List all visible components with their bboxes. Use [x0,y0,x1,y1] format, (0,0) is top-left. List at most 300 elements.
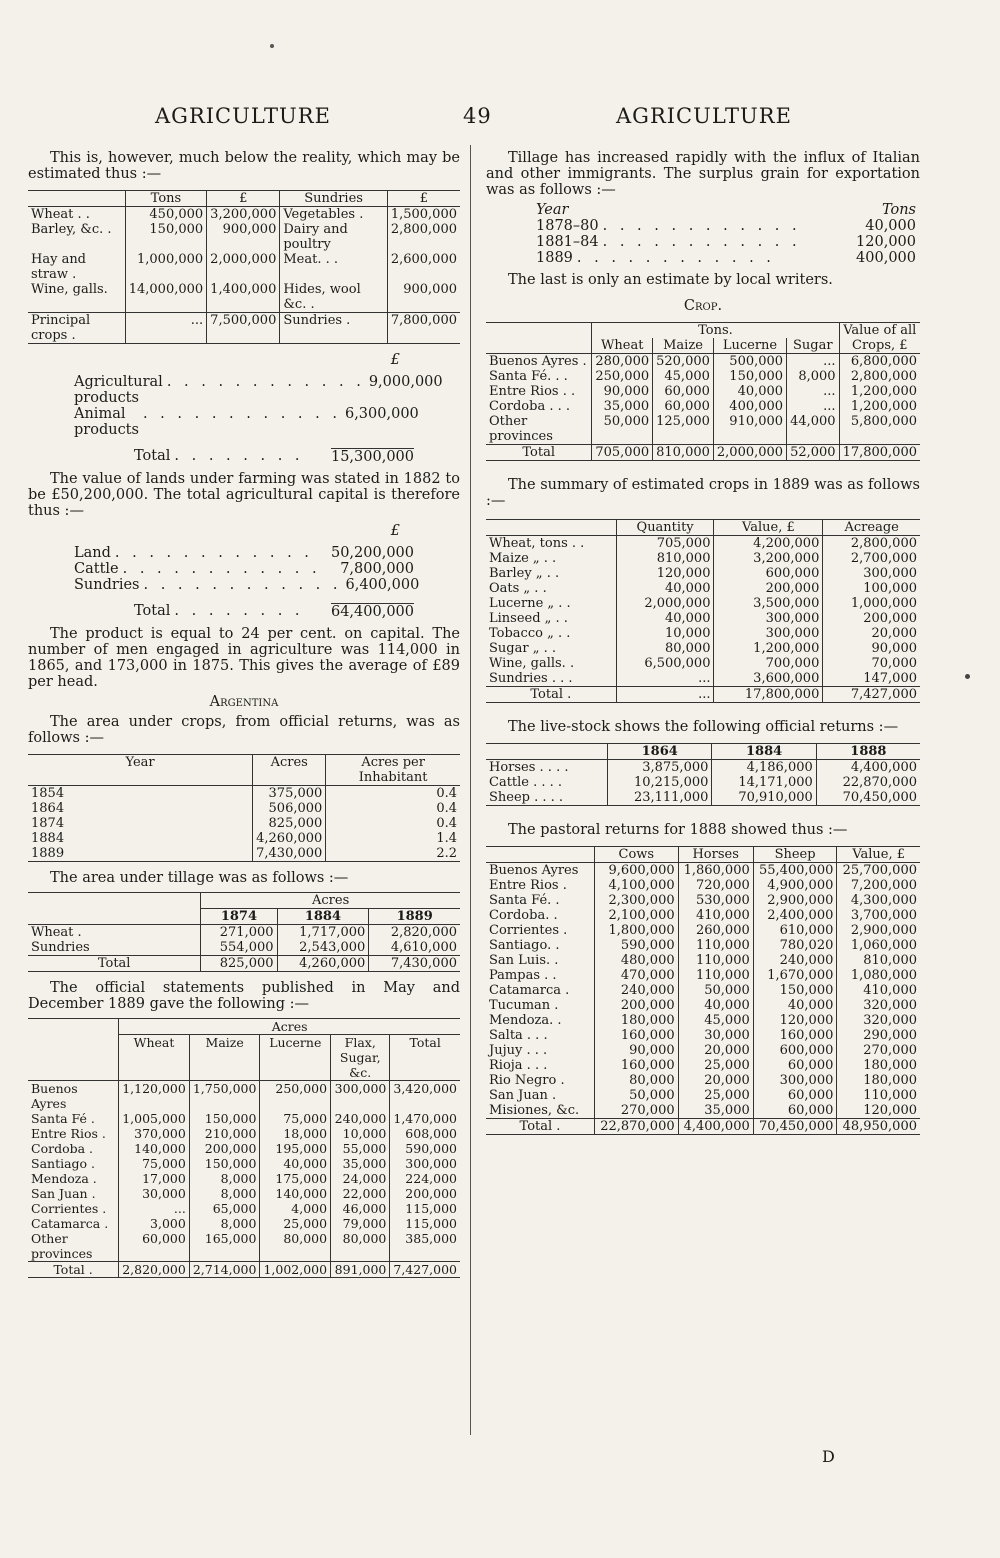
list-value: 50,200,000 [330,545,414,561]
row-label: Barley „ . . [489,566,560,581]
list-value: 9,000,000 [368,374,443,390]
row-label: Cordoba. . [489,908,558,923]
value-cell: ... [787,354,840,370]
row-label: Mendoza . [31,1171,97,1186]
total-label: Total . [519,1119,561,1134]
value-cell: 2,800,000 [387,222,460,252]
list-row [74,577,420,593]
row-label: Wheat, tons . . [489,536,585,551]
value-cell: 250,000 [260,1081,331,1112]
table-row [28,1231,460,1262]
table-row [28,252,460,282]
value-cell: 23,111,000 [608,790,712,806]
table-row [486,908,920,923]
row-label: Buenos Ayres [31,1081,78,1111]
table-row [486,536,920,552]
row-label: 1854 [31,786,65,801]
value-cell: 480,000 [595,953,679,968]
value-cell: 6,800,000 [839,354,920,370]
row-label: Buenos Ayres . [489,354,587,369]
value-cell: 125,000 [653,414,714,445]
row-label: Other provinces [489,414,553,444]
crops-summary-table [486,519,920,703]
total-row [486,445,920,461]
table-row [486,641,920,656]
right-column [486,150,920,1135]
value-cell: 140,000 [260,1186,331,1201]
row-label: Salta . . . [489,1028,548,1043]
col-header: Maize [653,338,714,354]
table-row [486,790,920,806]
table-row [486,551,920,566]
value-cell: 35,000 [331,1156,390,1171]
leader-dots: . . . . . . . . . . . . [143,577,342,593]
value-cell: 3,500,000 [714,596,823,611]
row-label: Tucuman . [489,998,559,1013]
value-cell: 3,600,000 [714,671,823,687]
value-cell: 240,000 [595,983,679,998]
value-cell: 530,000 [678,893,753,908]
row-label: Jujuy . . . [489,1043,548,1058]
value-cell: 10,000 [331,1126,390,1141]
value-cell: 2,900,000 [837,923,920,938]
col-header: Wheat [592,338,653,354]
value-cell: 590,000 [390,1141,460,1156]
value-cell: 60,000 [119,1231,190,1262]
total-row [486,1119,920,1135]
list-label: 1889 [536,250,573,266]
value-cell: 50,000 [595,1088,679,1103]
value-cell: 2,543,000 [277,940,369,956]
table-row [486,893,920,908]
value-cell: 3,000 [119,1216,190,1231]
col-header: 1874 [201,909,277,925]
value-cell: 3,200,000 [714,551,823,566]
col-header: Tons [881,202,916,218]
value-cell: 1,470,000 [390,1111,460,1126]
row-label: 1884 [31,831,65,846]
table-row [28,222,460,252]
value-cell: 40,000 [678,998,753,1013]
value-cell: 165,000 [189,1231,260,1262]
row-label: Buenos Ayres [489,863,579,878]
value-cell: 610,000 [753,923,837,938]
value-cell: 60,000 [753,1058,837,1073]
value-cell: 110,000 [678,938,753,953]
value-cell: 2,400,000 [753,908,837,923]
signature-mark: D [822,1447,835,1466]
value-cell: 810,000 [616,551,714,566]
table-row [486,1013,920,1028]
row-label: Santiago. . [489,938,560,953]
total-row [28,1262,460,1278]
col-header: 1884 [712,744,816,760]
table-row [28,846,460,862]
row-label: Cordoba . . . [489,399,571,414]
paragraph: The official statements published in May and December 1889 gave the following :— [28,980,460,1012]
list-row [536,218,916,234]
table-row [486,1043,920,1058]
value-cell: 2,100,000 [595,908,679,923]
list-row [74,374,443,406]
row-label: Santa Fé. . [489,893,560,908]
value-cell: 90,000 [592,384,653,399]
value-cell: 2,800,000 [839,369,920,384]
total-label: Total [522,445,555,460]
value-cell: 200,000 [823,611,920,626]
value-cell: 120,000 [753,1013,837,1028]
total-value: 52,000 [787,445,840,461]
list-row [74,561,414,577]
value-cell: 20,000 [678,1043,753,1058]
paragraph: The value of lands under farming was stated in 1882 to be £50,200,000. The total agricultural capital is therefore thus :— [28,471,460,519]
total-label: Total [97,956,131,971]
list-label: Cattle [74,561,119,577]
table-row [28,1126,460,1141]
list-row [74,545,414,561]
list-label: Land [74,545,111,561]
value-cell: 0.4 [326,786,460,802]
page-speck [270,44,274,48]
value-cell: 200,000 [189,1141,260,1156]
value-cell: 1,200,000 [839,384,920,399]
table-row [486,414,920,445]
value-cell: 147,000 [823,671,920,687]
col-header: Lucerne [260,1035,331,1081]
table-row [28,1216,460,1231]
value-cell: 224,000 [390,1171,460,1186]
value-cell: 80,000 [331,1231,390,1262]
table-row [486,878,920,893]
value-cell: 1,000,000 [823,596,920,611]
value-cell: 300,000 [390,1156,460,1171]
col-header: 1884 [277,909,369,925]
value-cell: 520,000 [653,354,714,370]
value-cell: 290,000 [837,1028,920,1043]
value-cell: 180,000 [595,1013,679,1028]
value-cell: 75,000 [119,1156,190,1171]
table-row [486,953,920,968]
leader-dots: . . . . . . . . [174,603,304,619]
value-cell: 705,000 [616,536,714,552]
value-cell: 40,000 [753,998,837,1013]
row-label: Entre Rios . . [489,384,576,399]
pound-symbol: £ [390,523,400,539]
value-cell: 554,000 [201,940,277,956]
col-header: Acres [201,893,460,909]
value-cell: 900,000 [207,222,280,252]
value-cell: 150,000 [713,369,786,384]
value-cell: 100,000 [823,581,920,596]
row-label: 1874 [31,816,65,831]
value-cell: 1,080,000 [837,968,920,983]
value-cell: 1,717,000 [277,925,369,941]
total-value: 2,714,000 [189,1262,260,1278]
table-row [486,968,920,983]
value-cell: ... [787,399,840,414]
total-value: 810,000 [653,445,714,461]
value-cell: 195,000 [260,1141,331,1156]
table-row [486,1103,920,1119]
page-number: 49 [463,104,492,128]
value-cell: 40,000 [616,581,714,596]
total-value: 4,260,000 [277,956,369,972]
value-cell: 2.2 [326,846,460,862]
table-row [28,1186,460,1201]
value-cell: 2,600,000 [387,252,460,282]
row-label: Oats „ . . [489,581,547,596]
value-cell: 75,000 [260,1111,331,1126]
col-header: Year [125,755,155,770]
value-cell: 22,870,000 [816,775,920,790]
value-cell: 4,000 [260,1201,331,1216]
running-head-right: AGRICULTURE [616,104,792,128]
col-header: Lucerne [713,338,786,354]
list-row [536,250,916,266]
value-cell: 55,400,000 [753,863,837,879]
value-cell: 90,000 [823,641,920,656]
col-header: 1864 [608,744,712,760]
value-cell: 1,060,000 [837,938,920,953]
value-cell: 2,000,000 [207,252,280,282]
total-value: 2,000,000 [713,445,786,461]
value-cell: 2,820,000 [369,925,460,941]
value-cell: 2,000,000 [616,596,714,611]
table-row [28,282,460,313]
table-row [486,384,920,399]
value-cell: 50,000 [678,983,753,998]
value-cell: 4,186,000 [712,760,816,776]
section-heading: Argentina [209,694,279,710]
value-cell: 120,000 [616,566,714,581]
total-value: 64,400,000 [330,604,414,620]
row-label: San Juan . [31,1186,96,1201]
value-cell: 150,000 [125,222,206,252]
value-cell: 120,000 [837,1103,920,1119]
table-row [486,369,920,384]
value-cell: 1,005,000 [119,1111,190,1126]
row-label: Other provinces [31,1231,93,1261]
list-row [536,234,916,250]
total-value: 705,000 [592,445,653,461]
value-cell: 4,610,000 [369,940,460,956]
value-cell: 271,000 [201,925,277,941]
value-cell: 90,000 [595,1043,679,1058]
table-row [486,863,920,879]
value-cell: 115,000 [390,1216,460,1231]
value-cell: 160,000 [595,1058,679,1073]
value-cell: 810,000 [837,953,920,968]
table-row [486,983,920,998]
table-row [486,656,920,671]
row-label: Linseed „ . . [489,611,568,626]
value-cell: 200,000 [390,1186,460,1201]
value-cell: 70,910,000 [712,790,816,806]
value-cell: 7,430,000 [253,846,326,862]
row-label: Maize „ . . [489,551,557,566]
row-label: Mendoza. . [489,1013,562,1028]
list-value: 6,300,000 [344,406,419,422]
pastoral-table [486,846,920,1135]
value-cell: 2,800,000 [823,536,920,552]
col-header: Quantity [616,520,714,536]
col-header: 1888 [816,744,920,760]
leader-dots: . . . . . . . . . . . . [114,545,313,561]
value-cell: 25,000 [678,1088,753,1103]
row-label: Corrientes . [31,1201,107,1216]
value-cell: 1.4 [326,831,460,846]
table-row [486,1088,920,1103]
list-label: Agricultural products [74,374,163,406]
value-cell: 9,600,000 [595,863,679,879]
value-cell: 4,900,000 [753,878,837,893]
value-cell: ... [125,313,206,344]
total-value: 7,427,000 [823,687,920,703]
table-row [486,775,920,790]
value-cell: 44,000 [787,414,840,445]
paragraph: The pastoral returns for 1888 showed thus :— [508,822,848,838]
table-row [486,923,920,938]
column-divider [470,145,471,1435]
row-label: Wheat . . [31,207,90,222]
value-cell: 1,860,000 [678,863,753,879]
table-row [28,1081,460,1112]
value-cell: 200,000 [595,998,679,1013]
table-row [28,801,460,816]
value-cell: 140,000 [119,1141,190,1156]
row-label: Entre Rios . [489,878,567,893]
value-cell: 60,000 [653,399,714,414]
table-row [486,1028,920,1043]
row-label: 1889 [31,846,65,861]
row-label: Corrientes . [489,923,568,938]
total-value: 1,002,000 [260,1262,331,1278]
total-label: Total [134,603,171,619]
list-value: 7,800,000 [340,561,414,577]
table-row [486,760,920,776]
value-cell: 825,000 [253,816,326,831]
value-cell: 4,200,000 [714,536,823,552]
col-header: £ [387,191,460,207]
value-cell: Dairy and poultry [280,222,387,252]
value-cell: 300,000 [714,626,823,641]
leader-dots: . . . . . . . . . . . . [602,218,801,234]
row-label: San Juan . [489,1088,557,1103]
table-row [486,596,920,611]
list-label: Animal products [74,406,139,438]
row-label: Horses . . . . [489,760,569,775]
summary-list [74,374,443,465]
value-cell: 8,000 [189,1186,260,1201]
row-label: San Luis. . [489,953,559,968]
table-row [486,938,920,953]
total-row [486,687,920,703]
value-cell: 7,800,000 [387,313,460,344]
value-cell: 1,120,000 [119,1081,190,1112]
value-cell: 1,670,000 [753,968,837,983]
value-cell: 7,200,000 [837,878,920,893]
total-value: 15,300,000 [330,449,414,465]
value-cell: 10,215,000 [608,775,712,790]
row-label: Sundries [31,940,90,955]
value-cell: Sundries . [280,313,387,344]
row-label: Pampas . . [489,968,557,983]
row-label: Santa Fé . [31,1111,95,1126]
value-cell: 14,171,000 [712,775,816,790]
value-cell: 600,000 [714,566,823,581]
value-cell: 70,000 [823,656,920,671]
value-cell: 1,500,000 [387,207,460,223]
value-cell: Hides, wool &c. . [280,282,387,313]
value-cell: 160,000 [753,1028,837,1043]
value-cell: 180,000 [837,1058,920,1073]
value-cell: 60,000 [753,1088,837,1103]
row-label: Barley, &c. . [31,222,112,237]
value-cell: 3,875,000 [608,760,712,776]
value-cell: 18,000 [260,1126,331,1141]
value-cell: 900,000 [387,282,460,313]
list-label: 1878–80 [536,218,599,234]
total-value: 4,400,000 [678,1119,753,1135]
value-cell: 150,000 [753,983,837,998]
total-label: Total [134,448,171,464]
table-row [486,1058,920,1073]
col-header: Sugar [787,338,840,354]
total-value: 48,950,000 [837,1119,920,1135]
col-header: Year [536,202,569,218]
value-cell: 375,000 [253,786,326,802]
list-row [74,406,419,438]
col-header: Acres [119,1019,460,1035]
value-cell: 4,260,000 [253,831,326,846]
value-cell: 780,020 [753,938,837,953]
livestock-table [486,743,920,806]
value-cell: 2,700,000 [823,551,920,566]
list-total [74,448,414,465]
row-label: Cattle . . . . [489,775,563,790]
paragraph: This is, however, much below the reality, which may be estimated thus :— [28,150,460,182]
list-value: 400,000 [856,250,916,266]
value-cell: 210,000 [189,1126,260,1141]
total-value: 891,000 [331,1262,390,1278]
value-cell: 2,300,000 [595,893,679,908]
value-cell: 300,000 [753,1073,837,1088]
paragraph: The summary of estimated crops in 1889 was as follows :— [486,477,920,509]
row-label: Rioja . . . [489,1058,548,1073]
row-label: Hay and straw . [31,252,87,282]
value-cell: 8,000 [189,1216,260,1231]
col-header: Acres [253,755,326,786]
value-cell: 150,000 [189,1111,260,1126]
value-cell: 1,750,000 [189,1081,260,1112]
row-label: Sugar „ . . [489,641,556,656]
total-value: 70,450,000 [753,1119,837,1135]
left-column [28,150,460,1278]
value-cell: 115,000 [390,1201,460,1216]
table-row [28,207,460,223]
paragraph: The area under tillage was as follows :— [50,870,349,886]
value-cell: 79,000 [331,1216,390,1231]
value-cell: 110,000 [837,1088,920,1103]
value-cell: 2,900,000 [753,893,837,908]
table-row [486,581,920,596]
page-speck [965,674,970,679]
leader-dots: . . . . . . . . [174,448,304,464]
row-label: Catamarca . [489,983,570,998]
row-label: Rio Negro . [489,1073,565,1088]
value-cell: 270,000 [837,1043,920,1058]
value-cell: 1,200,000 [714,641,823,656]
